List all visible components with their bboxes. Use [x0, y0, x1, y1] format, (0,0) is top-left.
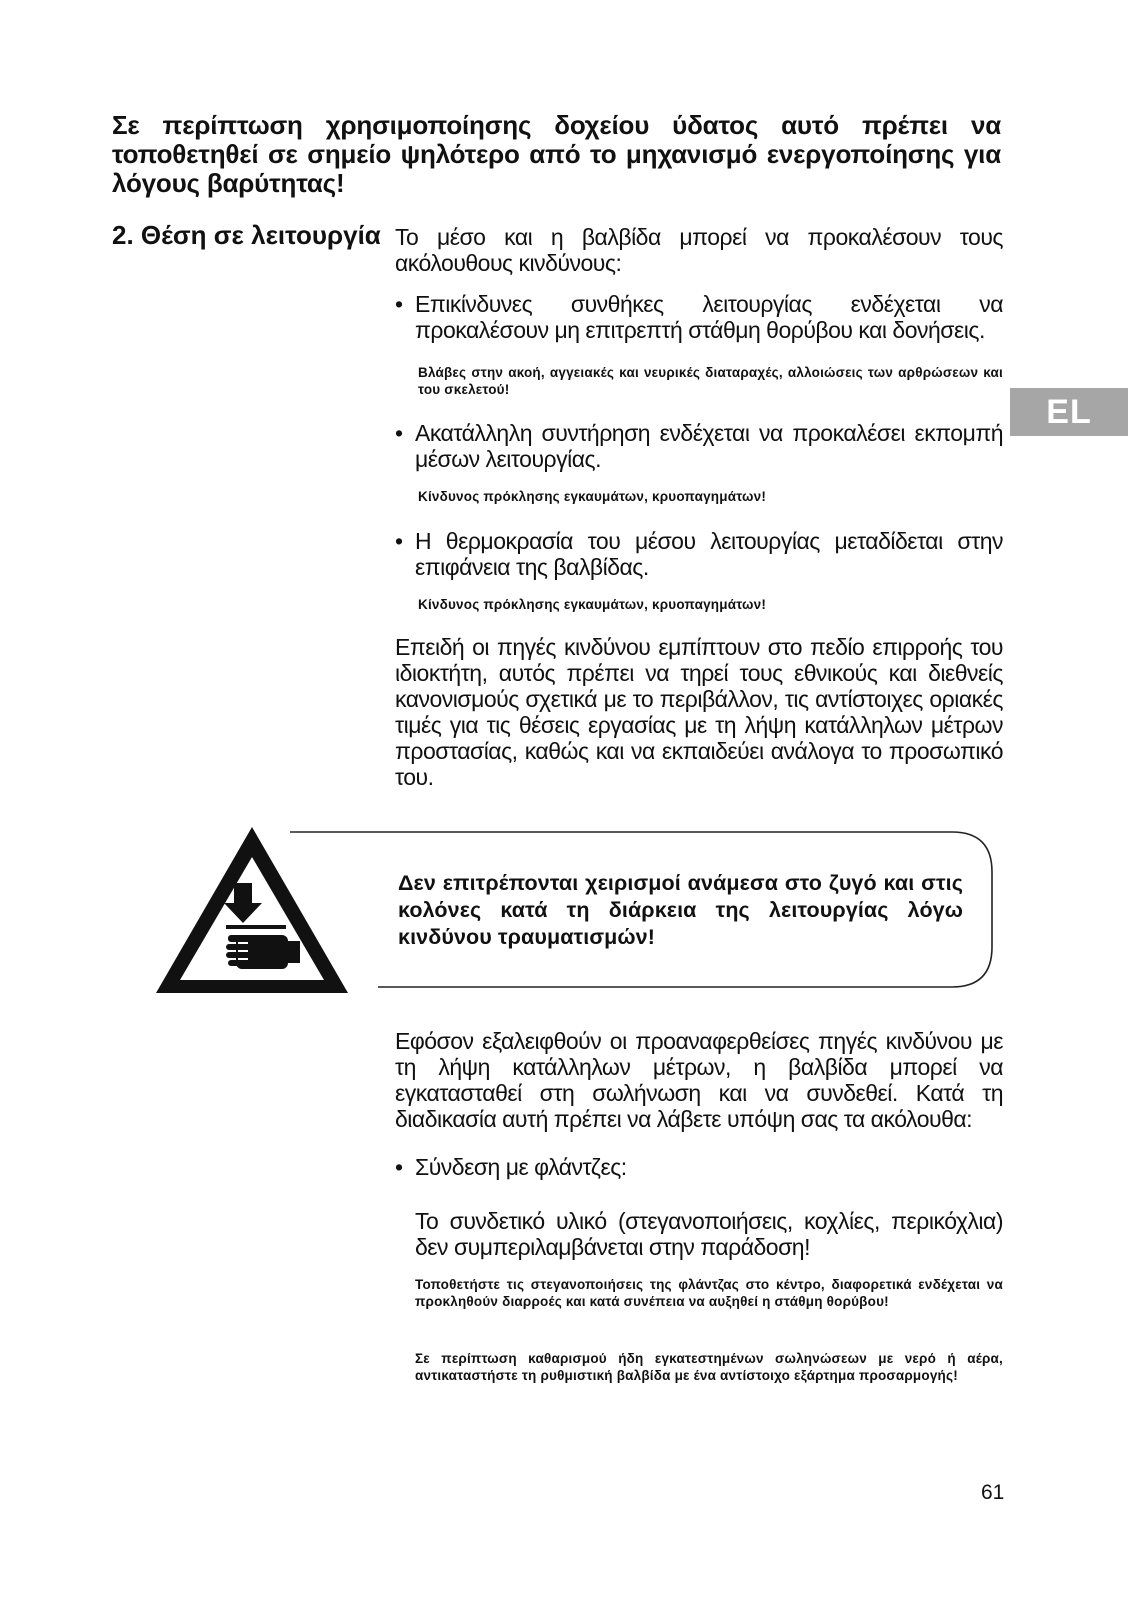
hazard-note: Σε περίπτωση καθαρισμού ήδη εγκατεστημένων σωληνώσεων με νερό ή αέρα, αντικαταστήστε τη ρυθμιστική βαλβίδα με ένα αντίστοιχο εξάρτημα προσαρμογής!: [415, 1351, 1003, 1383]
hazard-note: Τοποθετήστε τις στεγανοποιήσεις της φλάντζας στο κέντρο, διαφορετικά ενδέχεται να προκληθούν διαρροές και κατά συνέπεια να αυξηθεί η στάθμη θορύβου!: [415, 1277, 1003, 1309]
crush-warning-text: Δεν επιτρέπονται χειρισμοί ανάμεσα στο ζυγό και στις κολόνες κατά τη διάρκεια της λειτουργίας λόγω κινδύνου τραυματισμών!: [398, 871, 963, 949]
bullet-dot: •: [395, 420, 403, 446]
bullet-text: Ακατάλληλη συντήρηση ενδέχεται να προκαλέσει εκπομπή μέσων λειτουργίας.: [415, 420, 1003, 472]
list-item: [395, 291, 1003, 343]
hazard-note: Κίνδυνος πρόκλησης εγκαυμάτων, κρυοπαγημάτων!: [418, 597, 767, 612]
flange-text: Το συνδετικό υλικό (στεγανοποιήσεις, κοχλίες, περικόχλια) δεν συμπεριλαμβάνεται στην παράδοση!: [415, 1208, 1003, 1260]
bullet-dot: •: [395, 291, 403, 317]
warning-heading: Σε περίπτωση χρησιμοποίησης δοχείου ύδατος αυτό πρέπει να τοποθετηθεί σε σημείο ψηλότερο από το μηχανισμό ενεργοποίησης για λόγους βαρύτητας!: [112, 110, 1001, 198]
bullet-text: Επικίνδυνες συνθήκες λειτουργίας ενδέχεται να προκαλέσουν μη επιτρεπτή στάθμη θορύβου και δονήσεις.: [415, 291, 1003, 343]
section-intro: Το μέσο και η βαλβίδα μπορεί να προκαλέσουν τους ακόλουθους κινδύνους:: [395, 224, 1003, 276]
hazard-note: Βλάβες στην ακοή, αγγειακές και νευρικές διαταραχές, αλλοιώσεις των αρθρώσεων και του σκελετού!: [418, 365, 1003, 397]
list-item: [395, 420, 1003, 472]
bullet-text: Σύνδεση με φλάντζες:: [415, 1154, 627, 1180]
language-tab: EL: [1010, 388, 1128, 436]
list-item: [395, 528, 1003, 580]
hand-crush-warning-icon: [152, 823, 352, 998]
bullet-dot: •: [395, 528, 403, 554]
bullet-dot: •: [395, 1154, 403, 1180]
owner-paragraph: Επειδή οι πηγές κινδύνου εμπίπτουν στο πεδίο επιρροής του ιδιοκτήτη, αυτός πρέπει να τηρεί τους εθνικούς και διεθνείς κανονισμούς σχετικά με το περιβάλλον, τις αντίστοιχες οριακές τιμές για τις θέσεις εργασίας με τη λήψη κατάλληλων μέτρων προστασίας, καθώς και να εκπαιδεύει ανάλογα το προσωπικό του.: [395, 634, 1003, 790]
bullet-text: Η θερμοκρασία του μέσου λειτουργίας μεταδίδεται στην επιφάνεια της βαλβίδας.: [415, 528, 1003, 580]
page-number: 61: [981, 1481, 1005, 1504]
list-item: [395, 1154, 1003, 1180]
section-title: 2. Θέση σε λειτουργία: [112, 220, 381, 250]
installation-paragraph: Εφόσον εξαλειφθούν οι προαναφερθείσες πηγές κινδύνου με τη λήψη κατάλληλων μέτρων, η βαλβίδα μπορεί να εγκατασταθεί στη σωλήνωση και να συνδεθεί. Κατά τη διαδικασία αυτή πρέπει να λάβετε υπόψη σας τα ακόλουθα:: [395, 1028, 1003, 1132]
hazard-note: Κίνδυνος πρόκλησης εγκαυμάτων, κρυοπαγημάτων!: [418, 489, 767, 504]
